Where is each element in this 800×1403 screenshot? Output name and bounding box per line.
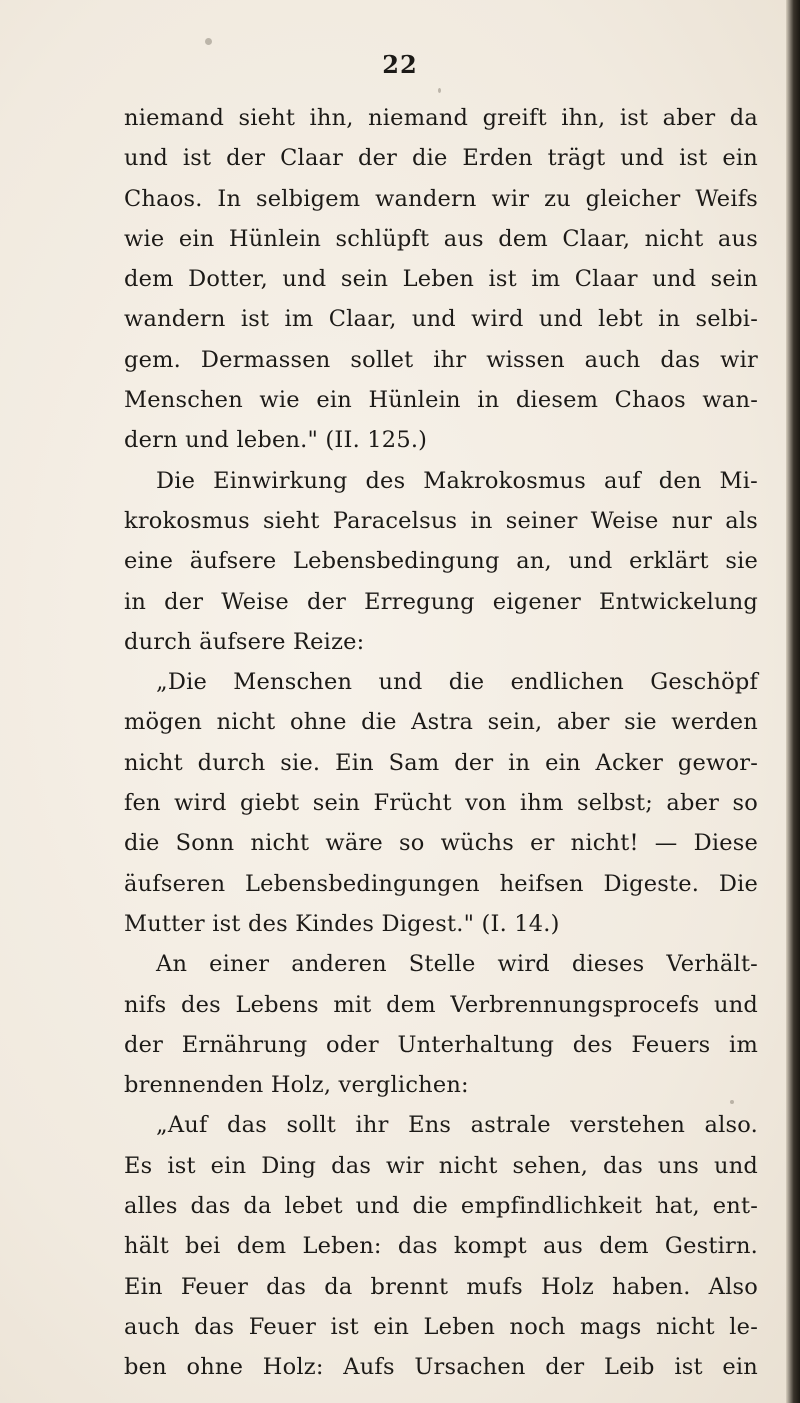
text-line: Chaos. In selbigem wandern wir zu gleicher Weifs [124,185,758,212]
text-line: eine äufsere Lebensbedingung an, und erklärt sie [124,548,758,575]
text-line: nifs des Lebens mit dem Verbrennungsprocefs und [124,991,758,1018]
text-line: Die Einwirkung des Makrokosmus auf den Mi- [156,467,758,494]
paper-spot [205,38,212,45]
text-line: krokosmus sieht Paracelsus in seiner Weise nur als [124,507,758,534]
text-line: dem Dotter, und sein Leben ist im Claar und sein [124,266,758,293]
text-line: mögen nicht ohne die Astra sein, aber sie werden [124,709,758,736]
text-line: „Auf das sollt ihr Ens astrale verstehen also. [156,1112,758,1139]
text-line: alles das da lebet und die empfindlichkeit hat, ent- [124,1193,758,1220]
text-line: Mutter ist des Kindes Digest." (I. 14.) [124,910,560,937]
text-line: An einer anderen Stelle wird dieses Verhält- [156,951,758,978]
text-line: und ist der Claar der die Erden trägt und ist ein [124,145,758,172]
text-line: Menschen wie ein Hünlein in diesem Chaos wan- [124,387,758,414]
text-line: fen wird giebt sein Frücht von ihm selbst; aber so [124,790,758,817]
text-line: Ein Feuer das da brennt mufs Holz haben. Also [124,1273,758,1300]
text-line: in der Weise der Erregung eigener Entwickelung [124,588,758,615]
page-number: 22 [382,50,418,79]
text-line: wandern ist im Claar, und wird und lebt in selbi- [124,306,758,333]
text-line: brennenden Holz, verglichen: [124,1072,469,1099]
text-line: wie ein Hünlein schlüpft aus dem Claar, nicht aus [124,225,758,252]
text-line: auch das Feuer ist ein Leben noch mags nicht le- [124,1313,758,1340]
text-line: dern und leben." (II. 125.) [124,427,428,454]
text-line: äufseren Lebensbedingungen heifsen Digeste. Die [124,870,758,897]
text-line: ben ohne Holz: Aufs Ursachen der Leib ist ein [124,1354,758,1381]
text-line: die Sonn nicht wäre so wüchs er nicht! — Diese [124,830,758,857]
page-edge-shadow [786,0,800,1403]
text-line: hält bei dem Leben: das kompt aus dem Gestirn. [124,1233,758,1260]
text-line: nicht durch sie. Ein Sam der in ein Acker gewor- [124,749,758,776]
paper-spot [438,88,441,93]
body-text [124,98,758,1388]
text-line: durch äufsere Reize: [124,628,365,655]
text-line: der Ernährung oder Unterhaltung des Feuers im [124,1031,758,1058]
text-line: „Die Menschen und die endlichen Geschöpf [156,669,758,696]
text-line: niemand sieht ihn, niemand greift ihn, ist aber da [124,105,758,131]
text-line: gem. Dermassen sollet ihr wissen auch das wir [124,346,758,373]
text-line: Es ist ein Ding das wir nicht sehen, das uns und [124,1152,758,1179]
